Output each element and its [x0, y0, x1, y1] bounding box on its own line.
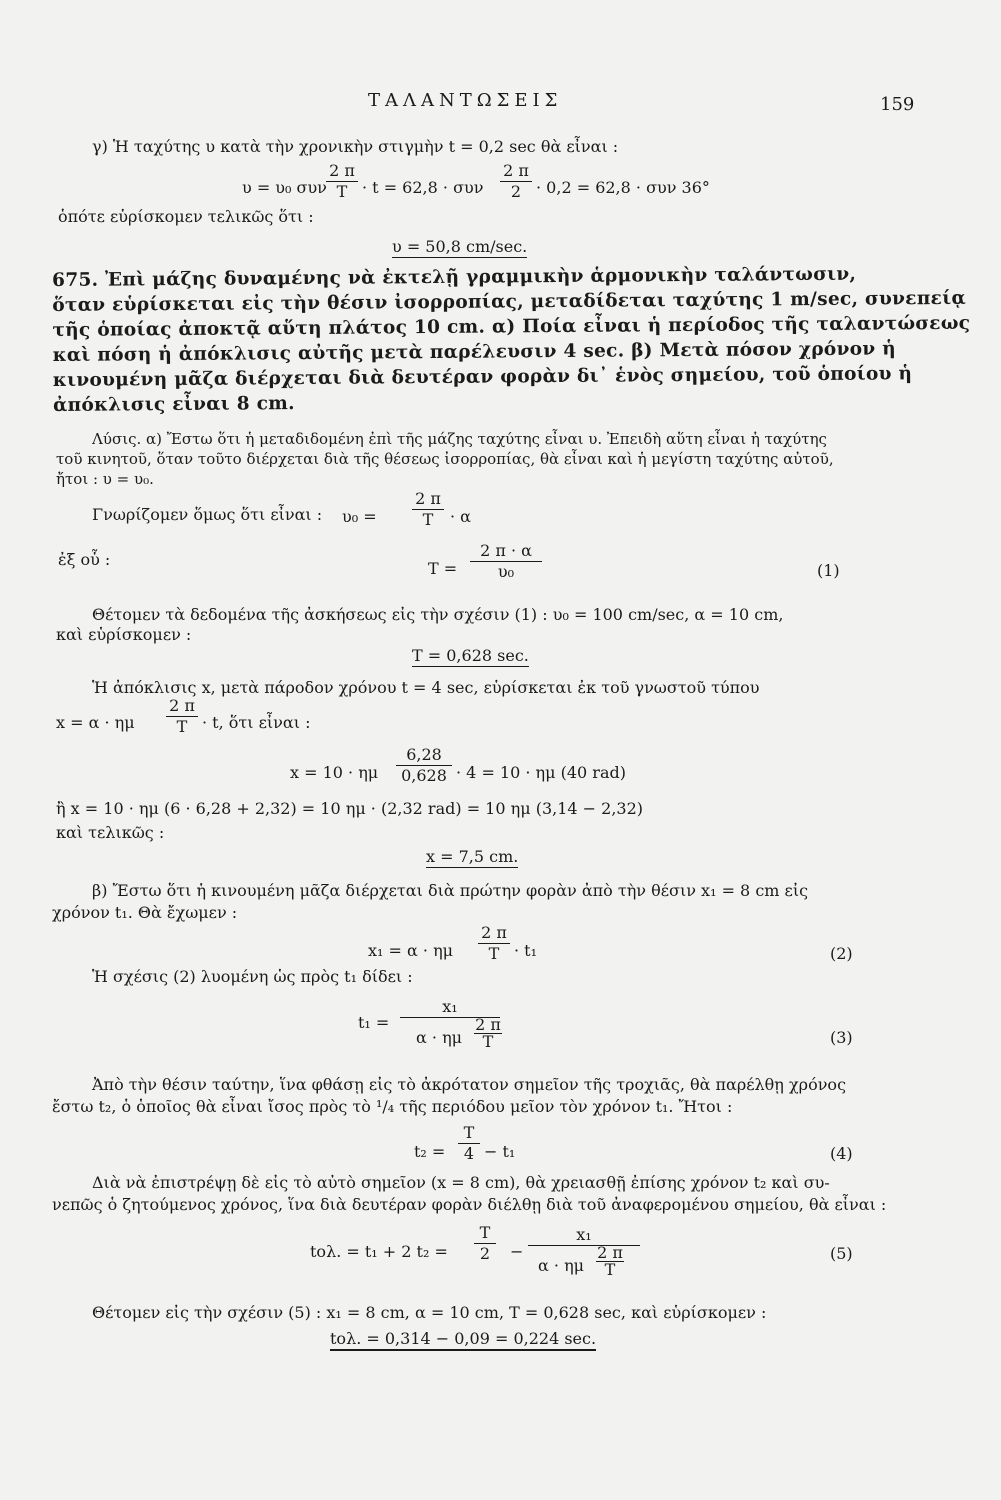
- problem-675: [52, 261, 971, 418]
- problem-number: 675.: [52, 269, 99, 291]
- solve-text: Ἡ σχέσις (2) λυομένη ὡς πρὸς t₁ δίδει :: [92, 967, 413, 986]
- reach-line-1: Ἀπὸ τὴν θέσιν ταύτην, ἵνα φθάσῃ εἰς τὸ ἀκρότατον σημεῖον τῆς τροχιᾶς, θὰ παρέλθῃ χρόνος: [92, 1075, 847, 1094]
- part-c-intro: γ) Ἡ ταχύτης υ κατὰ τὴν χρονικὴν στιγμὴν t = 0,2 sec θὰ εἶναι :: [92, 137, 619, 156]
- return-line-1: Διὰ νὰ ἐπιστρέψῃ δὲ εἰς τὸ αὐτὸ σημεῖον (x = 8 cm), θὰ χρειασθῇ ἐπίσης χρόνον t₂ καὶ συ-: [92, 1173, 830, 1192]
- eq5-minus: −: [510, 1242, 524, 1261]
- solution-line-2: τοῦ κινητοῦ, ὅταν τοῦτο διέρχεται διὰ τῆς θέσεως ἰσορροπίας, θὰ εἶναι καὶ ἡ μεγίστη ταχύτης αὐτοῦ,: [56, 450, 834, 468]
- calc-eq-left: x = 10 · ημ: [290, 763, 379, 782]
- problem-line: ὅταν εὑρίσκεται εἰς τὴν θέσιν ἰσορροπίας, μεταδίδεται ταχύτης 1 m/sec, συνεπείᾳ: [52, 287, 967, 316]
- part-b-line-2: χρόνον t₁. Θὰ ἔχωμεν :: [52, 903, 238, 922]
- part-c-result: υ = 50,8 cm/sec.: [392, 237, 528, 256]
- equation-label-3: (3): [830, 1028, 853, 1047]
- solution-line-1: Λύσις. α) Ἔστω ὅτι ἡ μεταδιδομένη ἐπὶ τῆς μάζης ταχύτης εἶναι υ. Ἐπειδὴ αὕτη εἶναι ἡ ταχύτης: [92, 430, 827, 448]
- final-result: tολ. = 0,314 − 0,09 = 0,224 sec.: [330, 1328, 596, 1350]
- eq4-left: t₂ =: [414, 1142, 446, 1161]
- deflection-eq-right: · t, ὅτι εἶναι :: [202, 713, 311, 732]
- finally-text: καὶ τελικῶς :: [56, 823, 165, 842]
- part-c-eq-mid: · t = 62,8 · συν: [362, 178, 484, 197]
- eq2-right: · t₁: [514, 941, 538, 960]
- eq2-left: x₁ = α · ημ: [368, 941, 454, 960]
- eq4-fraction: T 4: [458, 1124, 480, 1163]
- equation-label-1: (1): [817, 561, 840, 580]
- calc-eq-right: · 4 = 10 · ημ (40 rad): [456, 763, 626, 782]
- problem-line: καὶ πόση ἡ ἀπόκλισις αὐτῆς μετὰ παρέλευσιν 4 sec. β) Μετὰ πόσον χρόνον ἡ: [52, 338, 897, 366]
- eq3-left: t₁ =: [358, 1013, 390, 1032]
- part-c-fraction-2: 2 π 2: [500, 162, 532, 201]
- period-fraction: 2 π · α υ₀: [470, 542, 542, 581]
- problem-line: κινουμένη μᾶζα διέρχεται διὰ δευτέραν φορὰν δι᾽ ἑνὸς σημείου, τοῦ ὁποίου ἡ: [52, 363, 913, 391]
- running-header: ΤΑΛΑΝΤΩΣΕΙΣ: [368, 90, 563, 111]
- problem-line: τῆς ὁποίας ἀποκτᾷ αὕτη πλάτος 10 cm. α) Ποία εἶναι ἡ περίοδος τῆς ταλαντώσεως: [52, 312, 971, 341]
- equation-label-2: (2): [830, 944, 853, 963]
- return-line-2: νεπῶς ὁ ζητούμενος χρόνος, ἵνα διὰ δευτέραν φορὰν διέλθῃ διὰ τοῦ ἀναφερομένου σημείου, θὰ εἶναι :: [52, 1195, 887, 1214]
- problem-line: Ἐπὶ μάζης δυναμένης νὰ ἐκτελῇ γραμμικὴν ἁρμονικὴν ταλάντωσιν,: [105, 263, 857, 291]
- deflection-line: Ἡ ἀπόκλισις x, μετὰ πάροδον χρόνου t = 4 sec, εὑρίσκεται ἐκ τοῦ γνωστοῦ τύπου: [92, 678, 760, 697]
- set-values-line-2: καὶ εὑρίσκομεν :: [56, 625, 192, 644]
- know-fraction: 2 π T: [412, 490, 444, 529]
- eq5-fraction-2: x₁ α · ημ 2 π T: [528, 1226, 640, 1287]
- know-text: Γνωρίζομεν ὅμως ὅτι εἶναι :: [92, 505, 323, 524]
- part-c-fraction-1: 2 π T: [326, 162, 358, 201]
- page-number: 159: [880, 94, 915, 115]
- eq5-left: tολ. = t₁ + 2 t₂ =: [310, 1242, 448, 1261]
- eq2-fraction: 2 π T: [478, 924, 510, 963]
- part-c-eq-left: υ = υ₀ συν: [242, 178, 327, 197]
- eq5-fraction-1: T 2: [474, 1224, 496, 1263]
- deflection-result: x = 7,5 cm.: [426, 847, 519, 866]
- deflection-eq-left: x = α · ημ: [56, 713, 135, 732]
- calc-fraction: 6,28 0,628: [396, 746, 452, 785]
- deflection-fraction: 2 π T: [166, 697, 198, 736]
- calc-line-2: ἢ x = 10 · ημ (6 · 6,28 + 2,32) = 10 ημ · (2,32 rad) = 10 ημ (3,14 − 2,32): [56, 799, 644, 818]
- reach-line-2: ἔστω t₂, ὁ ὁποῖος θὰ εἶναι ἴσος πρὸς τὸ ¹/₄ τῆς περιόδου μεῖον τὸν χρόνον t₁. Ἤτοι :: [52, 1097, 733, 1116]
- whence-text: ἐξ οὗ :: [58, 550, 111, 569]
- equation-label-4: (4): [830, 1144, 853, 1163]
- know-eq-right: · α: [450, 507, 471, 526]
- eq4-right: − t₁: [484, 1142, 516, 1161]
- solution-line-3: ἤτοι : υ = υ₀.: [56, 470, 154, 488]
- part-c-eq-right: · 0,2 = 62,8 · συν 36°: [536, 178, 710, 197]
- problem-line: ἀπόκλισις εἶναι 8 cm.: [52, 393, 295, 416]
- equation-label-5: (5): [830, 1244, 853, 1263]
- know-eq-left: υ₀ =: [342, 507, 377, 526]
- period-eq-left: T =: [428, 559, 458, 578]
- part-c-then: ὁπότε εὑρίσκομεν τελικῶς ὅτι :: [58, 207, 314, 226]
- eq3-fraction: x₁ α · ημ 2 π T: [400, 998, 500, 1059]
- part-b-line-1: β) Ἔστω ὅτι ἡ κινουμένη μᾶζα διέρχεται διὰ πρώτην φορὰν ἀπὸ τὴν θέσιν x₁ = 8 cm εἰς: [92, 881, 809, 900]
- period-result: T = 0,628 sec.: [412, 646, 529, 665]
- set-values-line-1: Θέτομεν τὰ δεδομένα τῆς ἀσκήσεως εἰς τὴν σχέσιν (1) : υ₀ = 100 cm/sec, α = 10 cm,: [92, 605, 784, 624]
- set5-line: Θέτομεν εἰς τὴν σχέσιν (5) : x₁ = 8 cm, α = 10 cm, T = 0,628 sec, καὶ εὑρίσκομεν :: [92, 1303, 767, 1322]
